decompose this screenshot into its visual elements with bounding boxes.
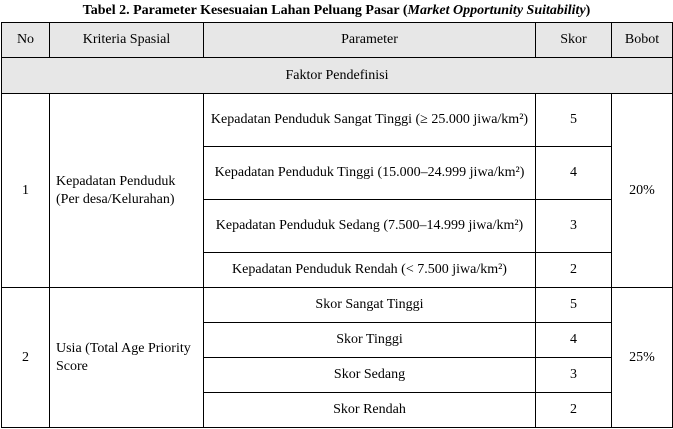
skor-cell: 2 (536, 393, 612, 428)
header-bobot: Bobot (612, 23, 673, 58)
group-1-no: 1 (2, 94, 50, 288)
skor-cell: 2 (536, 253, 612, 288)
group-2-kriteria: Usia (Total Age Priority Score (50, 288, 204, 428)
section-row (2, 58, 673, 94)
skor-cell: 4 (536, 147, 612, 200)
parameter-cell: Skor Sedang (204, 358, 536, 393)
skor-cell: 4 (536, 323, 612, 358)
table-row (2, 94, 673, 147)
skor-cell: 3 (536, 358, 612, 393)
header-kriteria: Kriteria Spasial (50, 23, 204, 58)
section-label: Faktor Pendefinisi (2, 58, 673, 94)
skor-cell: 3 (536, 200, 612, 253)
group-2-bobot: 25% (612, 288, 673, 428)
group-1-kriteria: Kepadatan Penduduk (Per desa/Kelurahan) (50, 94, 204, 288)
header-row (2, 23, 673, 58)
parameter-cell: Skor Rendah (204, 393, 536, 428)
header-parameter: Parameter (204, 23, 536, 58)
caption-italic: Market Opportunity Suitability (407, 3, 586, 18)
parameter-cell: Kepadatan Penduduk Tinggi (15.000–24.999 jiwa/km²) (204, 147, 536, 200)
table-caption (0, 2, 673, 20)
parameter-cell: Kepadatan Penduduk Rendah (< 7.500 jiwa/km²) (204, 253, 536, 288)
parameter-cell: Kepadatan Penduduk Sangat Tinggi (≥ 25.000 jiwa/km²) (204, 94, 536, 147)
parameter-cell: Skor Tinggi (204, 323, 536, 358)
parameter-cell: Kepadatan Penduduk Sedang (7.500–14.999 jiwa/km²) (204, 200, 536, 253)
skor-cell: 5 (536, 288, 612, 323)
parameter-table (1, 22, 673, 428)
group-2-no: 2 (2, 288, 50, 428)
header-skor: Skor (536, 23, 612, 58)
skor-cell: 5 (536, 94, 612, 147)
group-1-bobot: 20% (612, 94, 673, 288)
caption-prefix: Tabel 2. Parameter Kesesuaian Lahan Peluang Pasar ( (82, 3, 408, 18)
parameter-cell: Skor Sangat Tinggi (204, 288, 536, 323)
table-row (2, 288, 673, 323)
caption-suffix: ) (585, 3, 591, 18)
header-no: No (2, 23, 50, 58)
